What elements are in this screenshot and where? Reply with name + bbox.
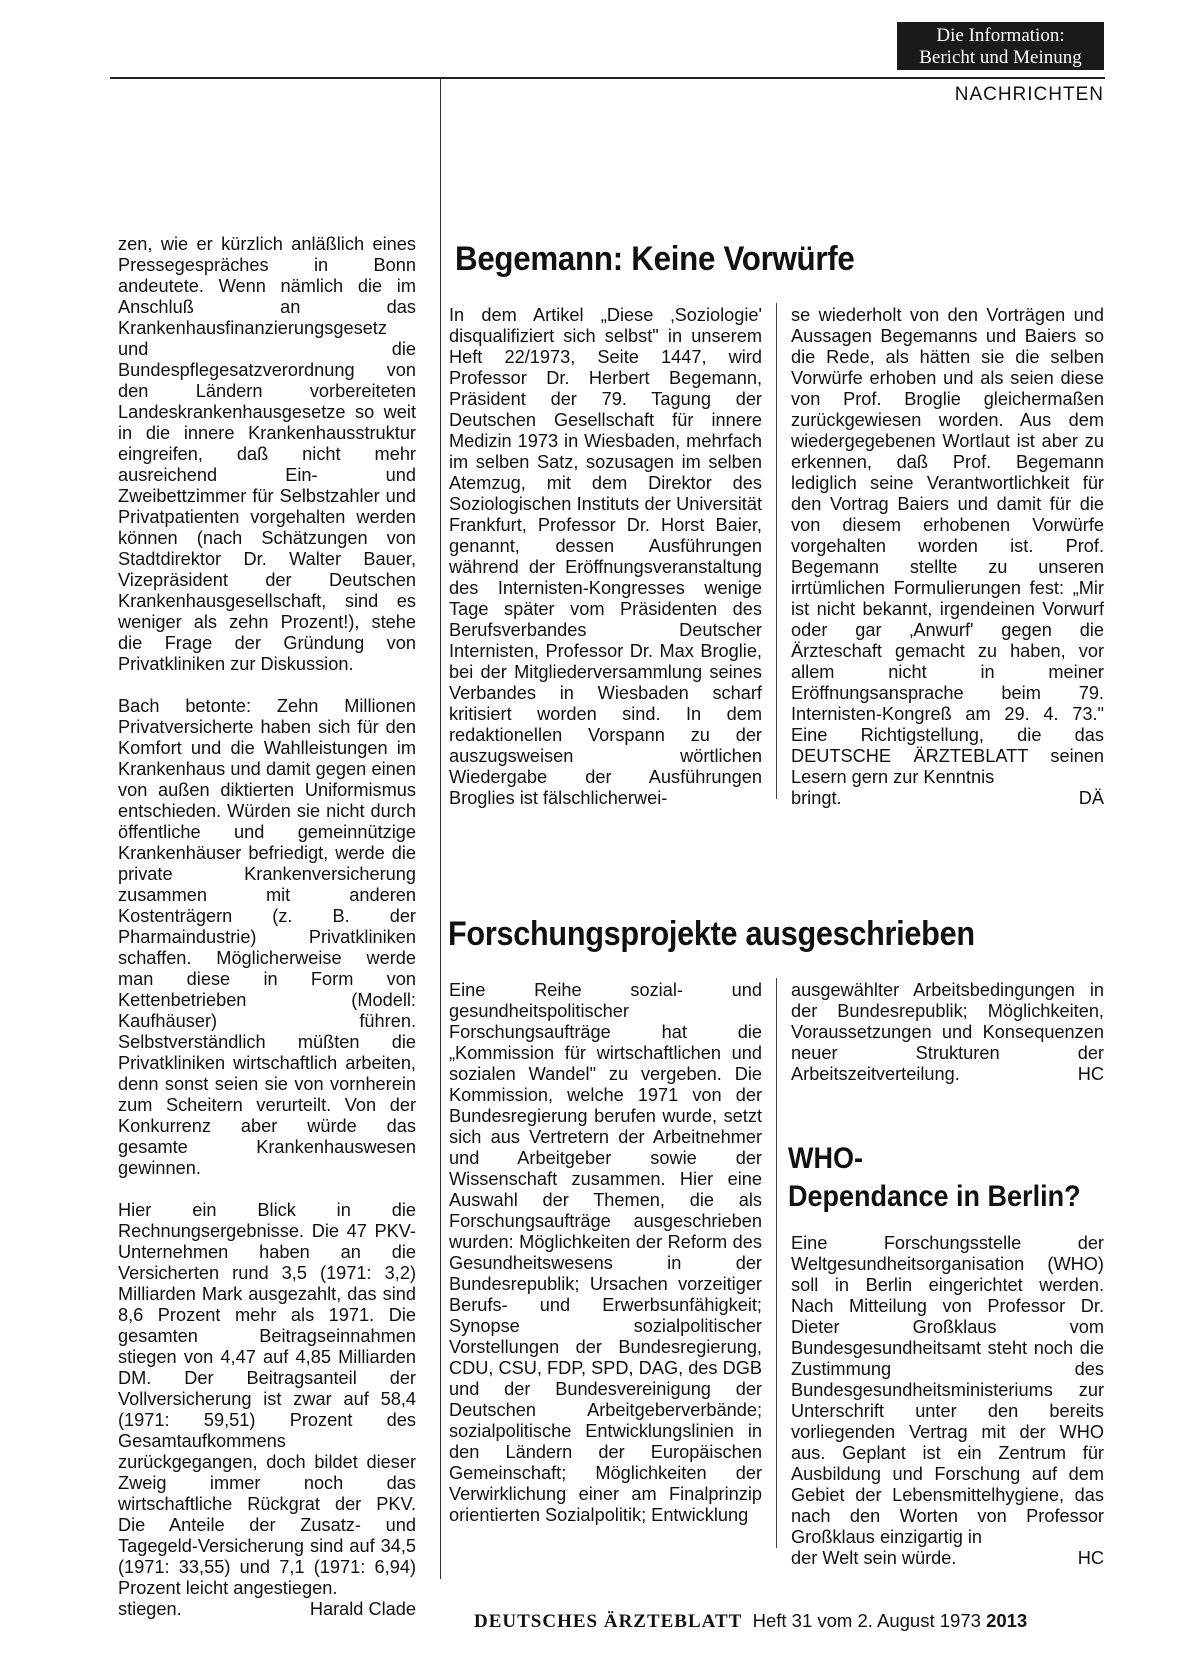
- who-headline: [788, 1140, 1081, 1216]
- footer-page-number: 2013: [986, 1610, 1028, 1631]
- forschung-column-1: [449, 980, 762, 1526]
- begemann-last-line: bringt.: [791, 788, 842, 808]
- begemann-column-1: [449, 305, 762, 809]
- begemann-column-rule: [776, 303, 777, 799]
- column-divider: [440, 79, 441, 1579]
- header-rule: [110, 77, 1105, 79]
- header-box-line2: Bericht und Meinung: [919, 47, 1082, 68]
- who-column: [791, 1233, 1104, 1569]
- forschung-text-2: ausgewählter Arbeitsbedingungen in der Bundesrepublik; Möglichkeiten, Voraussetzungen und Konsequenzen neuer Strukturen der Arbeitszeitverteilung.: [791, 980, 1104, 1084]
- left-paragraph-3: Hier ein Blick in die Rechnungsergebnisse. Die 47 PKV-Unternehmen haben an die Versicherten rund 3,5 (1971: 3,2) Milliarden Mark ausgezahlt, das sind 8,6 Prozent mehr als 1971. Die gesamten Beitragseinnahmen stiegen von 4,47 auf 4,85 Milliarden DM. Der Beitragsanteil der Vollversicherung ist zwar auf 58,4 (1971: 59,51) Prozent des Gesamtaufkommens zurückgegangen, doch bildet dieser Zweig immer noch das wirtschaftliche Rückgrat der PKV. Die Anteile der Zusatz- und Tagegeld-Versicherung sind auf 34,5 (1971: 33,55) und 7,1 (1971: 6,94) Prozent leicht angestiegen.: [118, 1200, 416, 1598]
- begemann-headline: Begemann: Keine Vorwürfe: [455, 240, 855, 278]
- footer-issue: Heft 31 vom 2. August 1973: [752, 1610, 981, 1631]
- author-name: Harald Clade: [309, 1599, 416, 1619]
- who-sign: HC: [1077, 1548, 1104, 1568]
- begemann-signature-line: [791, 788, 1104, 809]
- who-headline-line2: Dependance in Berlin?: [788, 1180, 1081, 1213]
- header-box: [897, 22, 1104, 70]
- footer-magazine: DEUTSCHES ÄRZTEBLATT: [474, 1611, 743, 1632]
- forschung-column-2: [791, 980, 1104, 1085]
- left-last-line: stiegen.: [118, 1599, 182, 1619]
- who-text: Eine Forschungsstelle der Weltgesundheitsorganisation (WHO) soll in Berlin eingerichtet werden. Nach Mitteilung von Professor Dr. Dieter Großklaus vom Bundesgesundheitsamt steht noch die Zustimmung des Bundesgesundheitsministeriums zur Unterschrift unter den bereits vorliegenden Vertrag mit der WHO aus. Geplant ist ein Zentrum für Ausbildung und Forschung auf dem Gebiet der Lebensmittelhygiene, das nach den Worten von Professor Großklaus einzigartig in: [791, 1233, 1104, 1547]
- begemann-text-1: In dem Artikel „Diese ‚Soziologie' disqualifiziert sich selbst" in unserem Heft 22/1973, Seite 1447, wird Professor Dr. Herbert Begemann, Präsident der 79. Tagung der Deutschen Gesellschaft für innere Medizin 1973 in Wiesbaden, mehrfach im selben Satz, sozusagen im selben Atemzug, mit dem Direktor des Soziologischen Instituts der Universität Frankfurt, Professor Dr. Horst Baier, genannt, dessen Ausführungen während der Eröffnungsveranstaltung des Internisten-Kongresses wenige Tage später vom Präsidenten des Berufsverbandes Deutscher Internisten, Professor Dr. Max Broglie, bei der Mitgliederversammlung seines Verbandes in Wiesbaden scharf kritisiert worden sind. In dem redaktionellen Vorspann zu der auszugsweisen wörtlichen Wiedergabe der Ausführungen Broglies ist fälschlicherwei-: [449, 305, 762, 808]
- page-footer: [474, 1610, 1027, 1633]
- who-signature-line: [791, 1548, 1104, 1569]
- forschung-headline: Forschungsprojekte ausgeschrieben: [448, 915, 975, 953]
- forschung-column-rule: [776, 978, 777, 1548]
- left-paragraph-1: zen, wie er kürzlich anläßlich eines Pressegespräches in Bonn andeutete. Wenn nämlich die im Anschluß an das Krankenhausfinanzierungsgesetz und die Bundespflegesatzverordnung von den Ländern vorbereiteten Landeskrankenhausgesetze so weit in die innere Krankenhausstruktur eingreifen, daß nicht mehr ausreichend Ein- und Zweibettzimmer für Selbstzahler und Privatpatienten vorgehalten werden können (nach Schätzungen von Stadtdirektor Dr. Walter Bauer, Vizepräsident der Deutschen Krankenhausgesellschaft, sind es weniger als zehn Prozent!), stehe die Frage der Gründung von Privatkliniken zur Diskussion.: [118, 234, 416, 674]
- begemann-sign: DÄ: [1078, 788, 1104, 808]
- header-box-line1: Die Information:: [936, 25, 1065, 46]
- forschung-sign: HC: [1077, 1064, 1104, 1084]
- who-last-line: der Welt sein würde.: [791, 1548, 957, 1568]
- begemann-text-2: se wiederholt von den Vorträgen und Aussagen Begemanns und Baiers so die Rede, als hätten sie die selben Vorwürfe erhoben und als seien diese von Prof. Broglie gleichermaßen zurückgewiesen worden. Aus dem wiedergegebenen Wortlaut ist aber zu erkennen, daß Prof. Begemann lediglich seine Verantwortlichkeit für den Vortrag Baiers und damit für die von diesem erhobenen Vorwürfe vorgehalten worden ist. Prof. Begemann stellte zu unseren irrtümlichen Formulierungen fest: „Mir ist nicht bekannt, irgendeinen Vorwurf oder gar ‚Anwurf' gegen die Ärzteschaft gemacht zu haben, vor allem nicht in meiner Eröffnungsansprache beim 79. Internisten-Kongreß am 29. 4. 73." Eine Richtigstellung, die das DEUTSCHE ÄRZTEBLATT seinen Lesern gern zur Kenntnis: [791, 305, 1104, 787]
- forschung-text-1: Eine Reihe sozial- und gesundheitspolitischer Forschungsaufträge hat die „Kommission für wirtschaftlichen und sozialen Wandel" zu vergeben. Die Kommission, welche 1971 von der Bundesregierung berufen wurde, setzt sich aus Vertretern der Arbeitnehmer und Arbeitgeber sowie der Wissenschaft zusammen. Hier eine Auswahl der Themen, die als Forschungsaufträge ausgeschrieben wurden: Möglichkeiten der Reform des Gesundheitswesens in der Bundesrepublik; Ursachen vorzeitiger Berufs- und Erwerbsunfähigkeit; Synopse sozialpolitischer Vorstellungen der Bundesregierung, CDU, CSU, FDP, SPD, DAG, des DGB und der Bundesvereinigung der Deutschen Arbeitgeberverbände; sozialpolitische Entwicklungslinien in den Ländern der Europäischen Gemeinschaft; Möglichkeiten der Verwirklichung einer am Finalprinzip orientierten Sozialpolitik; Entwicklung: [449, 980, 762, 1525]
- section-label: NACHRICHTEN: [954, 84, 1104, 105]
- left-signature-line: [118, 1599, 416, 1620]
- who-headline-line1: WHO-: [788, 1142, 863, 1175]
- left-paragraph-2: Bach betonte: Zehn Millionen Privatversicherte haben sich für den Komfort und die Wahlleistungen im Krankenhaus und damit gegen einen von außen diktierten Uniformismus entschieden. Würden sie nicht durch öffentliche und gemeinnützige Krankenhäuser befriedigt, werde die private Krankenversicherung zusammen mit anderen Kostenträgern (z. B. der Pharmaindustrie) Privatkliniken schaffen. Möglicherweise werde man diese in Form von Kettenbetrieben (Modell: Kaufhäuser) führen. Selbstverständlich müßten die Privatkliniken wirtschaftlich arbeiten, denn sonst seien sie von vornherein zum Scheitern verurteilt. Von der Konkurrenz aber würde das gesamte Krankenhauswesen gewinnen.: [118, 696, 416, 1178]
- left-column: [118, 234, 416, 1620]
- begemann-column-2: [791, 305, 1104, 809]
